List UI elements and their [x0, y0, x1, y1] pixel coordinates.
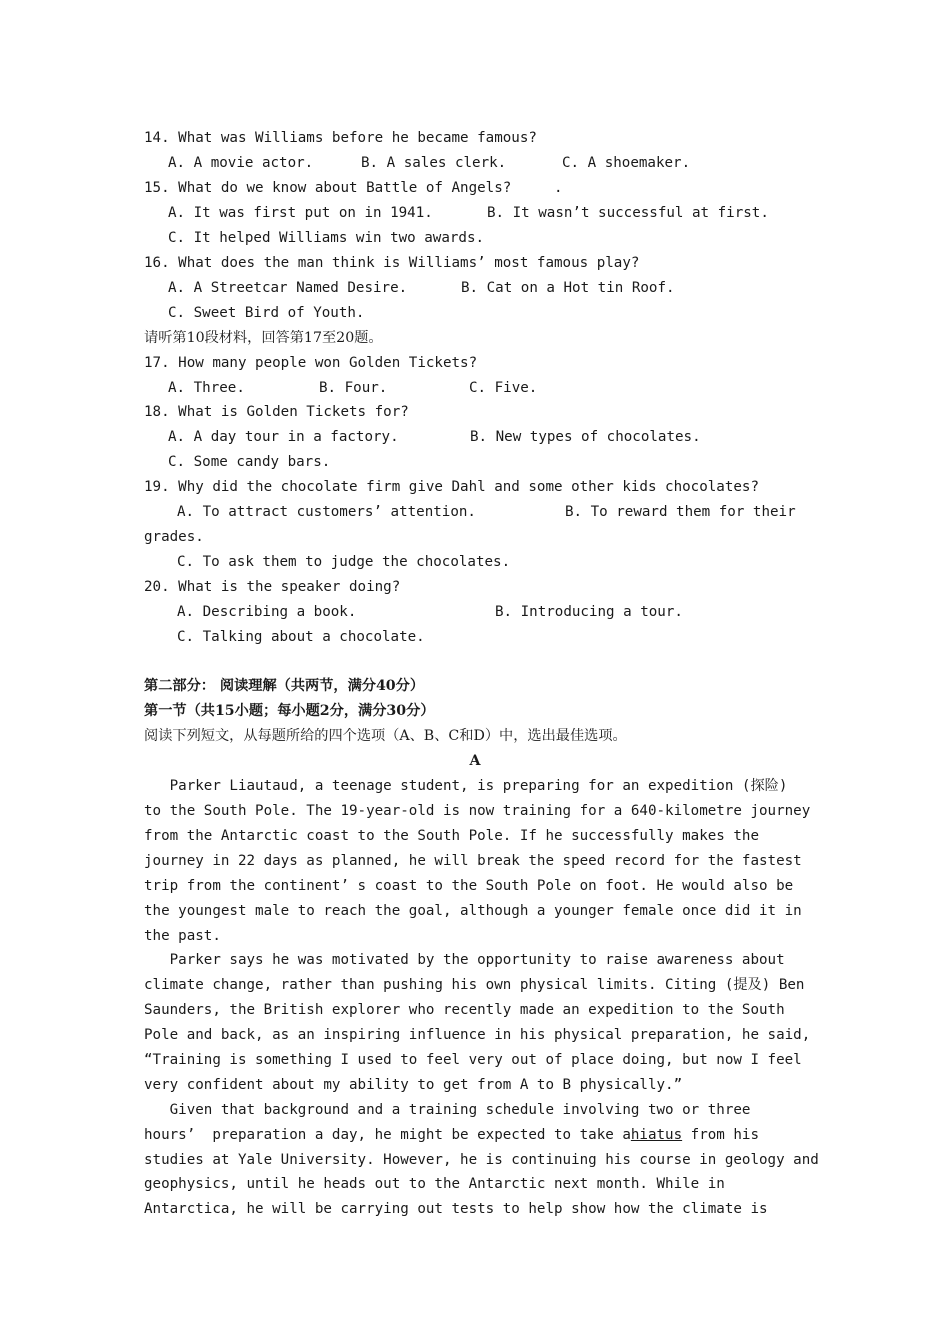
- passage-line: Pole and back, as an inspiring influence in his physical preparation, he said,: [144, 1027, 811, 1043]
- question-18-option-b: B. New types of chocolates.: [470, 429, 701, 445]
- question-16-option-a: A. A Streetcar Named Desire.: [168, 280, 408, 296]
- question-15-option-c: C. It helped Williams win two awards.: [168, 230, 485, 246]
- passage-line-part: hours’ preparation a day, he might be expected to take a: [144, 1127, 631, 1143]
- passage-line: to the South Pole. The 19-year-old is now training for a 640-kilometre journey: [144, 803, 811, 819]
- question-14-stem: 14. What was Williams before he became famous?: [144, 130, 537, 146]
- passage-line: very confident about my ability to get from A to B physically.”: [144, 1077, 683, 1093]
- question-19-option-a: A. To attract customers’ attention.: [177, 504, 476, 520]
- passage-line-part: from his: [682, 1127, 759, 1143]
- question-16-option-b: B. Cat on a Hot tin Roof.: [461, 280, 675, 296]
- passage-line: trip from the continent’ s coast to the South Pole on foot. He would also be: [144, 878, 794, 894]
- question-17-stem: 17. How many people won Golden Tickets?: [144, 355, 478, 371]
- question-17-option-c: C. Five.: [469, 380, 538, 396]
- question-19-option-b: B. To reward them for their: [565, 504, 796, 520]
- part2-title: 第二部分： 阅读理解（共两节，满分40分）: [144, 678, 425, 694]
- passage-line: from the Antarctic coast to the South Pole. If he successfully makes the: [144, 828, 759, 844]
- question-15-option-b: B. It wasn’t successful at first.: [487, 205, 769, 221]
- question-18-option-c: C. Some candy bars.: [168, 454, 331, 470]
- part2-instruction: 阅读下列短文，从每题所给的四个选项（A、B、C和D）中，选出最佳选项。: [144, 728, 627, 744]
- question-19-option-c: C. To ask them to judge the chocolates.: [177, 554, 511, 570]
- question-18-option-a: A. A day tour in a factory.: [168, 429, 399, 445]
- question-15-option-a: A. It was first put on in 1941.: [168, 205, 433, 221]
- underlined-word-hiatus: hiatus: [630, 1127, 683, 1143]
- question-19-option-b-cont: grades.: [144, 529, 204, 545]
- listening-instruction: 请听第10段材料，回答第17至20题。: [144, 330, 383, 346]
- passage-line: journey in 22 days as planned, he will break the speed record for the fastest: [144, 853, 802, 869]
- question-18-stem: 18. What is Golden Tickets for?: [144, 404, 409, 420]
- passage-line: Parker says he was motivated by the opportunity to raise awareness about: [144, 952, 785, 968]
- question-17-option-a: A. Three.: [168, 380, 245, 396]
- question-14-option-b: B. A sales clerk.: [361, 155, 507, 171]
- passage-label: A: [469, 753, 481, 769]
- question-14-option-c: C. A shoemaker.: [562, 155, 691, 171]
- passage-line: the youngest male to reach the goal, although a younger female once did it in: [144, 903, 802, 919]
- part2-section1-title: 第一节（共15小题；每小题2分，满分30分）: [144, 703, 435, 719]
- question-20-stem: 20. What is the speaker doing?: [144, 579, 401, 595]
- passage-line: Saunders, the British explorer who recently made an expedition to the South: [144, 1002, 785, 1018]
- question-14-option-a: A. A movie actor.: [168, 155, 314, 171]
- question-16-option-c: C. Sweet Bird of Youth.: [168, 305, 365, 321]
- passage-line: studies at Yale University. However, he is continuing his course in geology and: [144, 1152, 819, 1168]
- passage-line: Parker Liautaud, a teenage student, is preparing for an expedition (探险): [144, 778, 788, 794]
- passage-line: Given that background and a training schedule involving two or three: [144, 1102, 751, 1118]
- passage-line: “Training is something I used to feel very out of place doing, but now I feel: [144, 1052, 802, 1068]
- passage-line: climate change, rather than pushing his own physical limits. Citing (提及) Ben: [144, 977, 805, 993]
- question-17-option-b: B. Four.: [319, 380, 388, 396]
- question-16-stem: 16. What does the man think is Williams’ most famous play?: [144, 255, 640, 271]
- question-20-option-b: B. Introducing a tour.: [495, 604, 683, 620]
- question-20-option-a: A. Describing a book.: [177, 604, 357, 620]
- question-15-stem: 15. What do we know about Battle of Angels? .: [144, 180, 563, 196]
- question-20-option-c: C. Talking about a chocolate.: [177, 629, 425, 645]
- question-19-stem: 19. Why did the chocolate firm give Dahl and some other kids chocolates?: [144, 479, 759, 495]
- passage-line: Antarctica, he will be carrying out tests to help show how the climate is: [144, 1201, 768, 1217]
- passage-line: the past.: [144, 928, 221, 944]
- passage-line-with-hiatus: [144, 1123, 759, 1148]
- passage-line: geophysics, until he heads out to the Antarctic next month. While in: [144, 1176, 725, 1192]
